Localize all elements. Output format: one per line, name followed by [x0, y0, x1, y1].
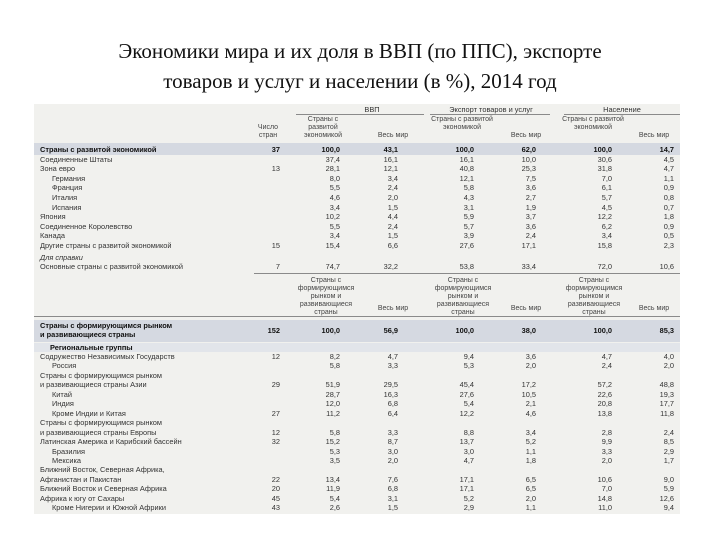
cell-gdp-world: 3,0: [387, 446, 398, 456]
cell-pop-world: 85,3: [659, 326, 674, 335]
group-header-population: Население: [603, 105, 641, 114]
cell-pop-world: 4,0: [663, 352, 674, 361]
cell-pop-world: 11,8: [660, 408, 674, 418]
cell-pop-world: 12,6: [659, 493, 674, 503]
table-row: [34, 447, 680, 456]
table-row: [34, 174, 680, 183]
cell-pop-share: 11,0: [598, 503, 612, 513]
row-label: Страны с развитой экономикой: [40, 145, 157, 154]
cell-pop-world: 1,1: [663, 173, 674, 183]
table-row: [34, 380, 680, 389]
cell-gdp-share: 3,4: [329, 202, 340, 212]
cell-gdp-world: 32,2: [383, 262, 398, 271]
table-row: [34, 145, 680, 154]
cell-gdp-world: 4,7: [387, 352, 398, 361]
cell-exports-share: 100,0: [455, 326, 474, 335]
cell-exports-share: 3,9: [463, 231, 474, 241]
cell-exports-world: 17,1: [521, 241, 536, 250]
row-label: Мексика: [52, 455, 81, 465]
cell-exports-world: 3,4: [525, 427, 536, 437]
cell-pop-world: 9,4: [663, 503, 674, 513]
row-label: Зона евро: [40, 164, 76, 174]
cell-exports-share: 12,2: [459, 408, 474, 418]
cell-count: 13: [271, 164, 280, 174]
cell-exports-world: 4,6: [525, 408, 536, 418]
mid-header-top-rule: [254, 273, 680, 274]
cell-pop-world: 5,9: [663, 484, 674, 494]
table-scan: [34, 104, 680, 514]
table-row: [34, 409, 680, 418]
col-header-pop-share: Страны с развитой экономикой: [562, 116, 624, 131]
row-label: Индия: [52, 399, 74, 409]
cell-exports-world: 5,2: [525, 437, 536, 447]
mid-header-bottom-rule: [34, 316, 680, 317]
cell-exports-world: 6,5: [525, 474, 536, 484]
cell-exports-world: 3,7: [525, 212, 536, 222]
cell-exports-world: 10,0: [521, 154, 536, 164]
cell-exports-share: 5,7: [463, 221, 474, 231]
cell-gdp-world: 3,3: [387, 427, 398, 437]
cell-gdp-share: 37,4: [325, 154, 340, 164]
cell-gdp-world: 12,1: [383, 164, 398, 174]
cell-pop-share: 31,8: [597, 164, 612, 174]
cell-exports-share: 9,4: [463, 352, 474, 361]
cell-pop-world: 48,8: [659, 380, 674, 390]
cell-gdp-world: 1,5: [387, 503, 398, 513]
cell-gdp-share: 2,6: [329, 503, 340, 513]
cell-gdp-share: 5,5: [329, 183, 340, 193]
cell-pop-share: 3,3: [601, 446, 612, 456]
row-label: Ближний Восток, Северная Африка,: [40, 465, 165, 475]
table-row: [34, 203, 680, 212]
row-label: Италия: [52, 193, 78, 202]
cell-pop-world: 2,9: [663, 446, 674, 456]
cell-gdp-world: 6,6: [387, 241, 398, 250]
col-header-count: Число стран: [257, 124, 279, 139]
cell-pop-share: 10,6: [597, 474, 612, 484]
table-row: [34, 418, 680, 427]
cell-gdp-world: 3,3: [387, 361, 398, 371]
cell-exports-share: 12,1: [459, 173, 474, 183]
cell-pop-share: 6,2: [601, 221, 612, 231]
cell-exports-world: 1,8: [525, 455, 536, 465]
cell-exports-world: 6,5: [525, 484, 536, 494]
memo-label: Для справки: [40, 253, 83, 262]
cell-exports-share: 5,9: [463, 212, 474, 222]
cell-pop-world: 19,3: [659, 389, 674, 399]
cell-gdp-world: 3,4: [387, 173, 398, 183]
cell-gdp-world: 1,5: [387, 231, 398, 241]
cell-count: 12: [271, 427, 280, 437]
row-label: Латинская Америка и Карибский бассейн: [40, 437, 182, 447]
row-label: Германия: [52, 173, 86, 183]
mid-header-exports-share: Страны с формирующимся рынком и развивающиеся страны: [434, 277, 492, 316]
cell-gdp-share: 5,3: [329, 446, 340, 456]
table-row: [34, 155, 680, 164]
cell-pop-share: 5,7: [601, 193, 612, 202]
cell-count: 43: [271, 503, 280, 513]
table-row: [34, 352, 680, 361]
table-row: [34, 371, 680, 380]
row-label: Кроме Индии и Китая: [52, 408, 126, 418]
cell-exports-share: 27,6: [459, 389, 474, 399]
cell-gdp-world: 56,9: [383, 326, 398, 335]
cell-gdp-world: 6,8: [387, 399, 398, 409]
cell-exports-share: 17,1: [459, 484, 474, 494]
table-row: [34, 164, 680, 173]
cell-gdp-share: 28,7: [325, 389, 340, 399]
cell-pop-share: 15,8: [597, 241, 612, 250]
cell-count: 22: [271, 474, 280, 484]
cell-exports-share: 17,1: [459, 474, 474, 484]
cell-exports-share: 5,2: [463, 493, 474, 503]
cell-pop-share: 7,0: [601, 484, 612, 494]
table-row: [34, 465, 680, 474]
row-label: Канада: [40, 231, 66, 241]
cell-gdp-share: 3,5: [329, 455, 340, 465]
cell-gdp-share: 11,2: [326, 408, 340, 418]
cell-gdp-world: 4,4: [387, 212, 398, 222]
row-label: Другие страны с развитой экономикой: [40, 241, 172, 250]
cell-gdp-world: 16,3: [383, 389, 398, 399]
table-row: [34, 456, 680, 465]
cell-gdp-share: 74,7: [325, 262, 340, 271]
cell-exports-world: 33,4: [521, 262, 536, 271]
cell-gdp-share: 15,2: [325, 437, 340, 447]
row-label: Афганистан и Пакистан: [40, 474, 122, 484]
col-header-pop-world: Весь мир: [638, 132, 670, 139]
cell-gdp-world: 6,4: [387, 408, 398, 418]
cell-exports-share: 4,3: [463, 193, 474, 202]
cell-exports-world: 2,0: [525, 361, 536, 371]
cell-pop-world: 0,5: [663, 231, 674, 241]
table-row: [34, 241, 680, 250]
mid-header-exports-world: Весь мир: [510, 305, 542, 312]
cell-gdp-world: 2,4: [387, 221, 398, 231]
cell-gdp-share: 5,8: [329, 361, 340, 371]
cell-gdp-share: 28,1: [325, 164, 340, 174]
cell-exports-share: 100,0: [455, 145, 474, 154]
cell-exports-world: 10,5: [521, 389, 536, 399]
cell-gdp-share: 5,5: [329, 221, 340, 231]
group-header-gdp: ВВП: [364, 105, 380, 114]
cell-gdp-world: 2,0: [387, 455, 398, 465]
cell-gdp-world: 8,7: [387, 437, 398, 447]
cell-exports-share: 45,4: [459, 380, 474, 390]
cell-pop-share: 3,4: [601, 231, 612, 241]
row-label: и развивающиеся страны Европы: [40, 427, 157, 437]
slide-title-line-2: товаров и услуг и населении (в %), 2014 год: [163, 69, 557, 93]
cell-pop-share: 4,5: [601, 202, 612, 212]
table-row: [34, 503, 680, 512]
col-header-exports-world: Весь мир: [510, 132, 542, 139]
cell-gdp-world: 3,1: [387, 493, 398, 503]
row-label: Кроме Нигерии и Южной Африки: [52, 503, 166, 513]
slide-title: [0, 36, 720, 96]
cell-exports-world: 2,7: [525, 193, 536, 202]
cell-pop-share: 20,8: [597, 399, 612, 409]
table-row: [34, 262, 680, 271]
cell-gdp-world: 43,1: [383, 145, 398, 154]
group-header-exports: Экспорт товаров и услуг: [449, 105, 533, 114]
mid-header-pop-world: Весь мир: [638, 305, 670, 312]
cell-exports-share: 40,8: [459, 164, 474, 174]
row-label: Россия: [52, 361, 77, 371]
cell-pop-share: 4,7: [601, 352, 612, 361]
cell-count: 15: [271, 241, 280, 250]
cell-gdp-world: 1,5: [387, 202, 398, 212]
row-label: Испания: [52, 202, 82, 212]
cell-exports-world: 3,6: [525, 221, 536, 231]
gdp-header-rule: [296, 114, 424, 115]
cell-gdp-world: 16,1: [383, 154, 398, 164]
cell-pop-share: 13,8: [597, 408, 612, 418]
cell-pop-share: 100,0: [593, 145, 612, 154]
cell-exports-share: 5,3: [463, 361, 474, 371]
table-row: [34, 484, 680, 493]
cell-exports-share: 5,4: [463, 399, 474, 409]
mid-header-gdp-share: Страны с формирующимся рынком и развивающиеся страны: [297, 277, 355, 316]
table-row: [34, 437, 680, 446]
cell-exports-world: 38,0: [521, 326, 536, 335]
cell-count: 32: [271, 437, 280, 447]
row-label: Япония: [40, 212, 66, 222]
cell-exports-world: 3,6: [525, 183, 536, 193]
cell-count: 12: [271, 352, 280, 361]
mid-header-pop-share: Страны с формирующимся рынком и развивающиеся страны: [565, 277, 623, 316]
row-label: Бразилия: [52, 446, 85, 456]
cell-gdp-share: 5,4: [329, 493, 340, 503]
cell-exports-world: 2,0: [525, 493, 536, 503]
cell-pop-share: 57,2: [597, 380, 612, 390]
cell-gdp-share: 11,9: [326, 484, 340, 494]
cell-exports-share: 16,1: [459, 154, 474, 164]
cell-count: 152: [267, 326, 280, 335]
cell-gdp-share: 100,0: [321, 326, 340, 335]
col-header-gdp-world: Весь мир: [377, 132, 409, 139]
cell-gdp-share: 5,8: [329, 427, 340, 437]
cell-pop-world: 9,0: [663, 474, 674, 484]
cell-gdp-share: 51,9: [325, 380, 340, 390]
cell-pop-world: 10,6: [659, 262, 674, 271]
cell-exports-share: 2,9: [463, 503, 474, 513]
col-header-gdp-share: Страны с развитой экономикой: [303, 116, 343, 139]
cell-pop-share: 9,9: [601, 437, 612, 447]
cell-exports-world: 1,1: [525, 503, 536, 513]
cell-pop-world: 0,7: [663, 202, 674, 212]
cell-gdp-world: 29,5: [383, 380, 398, 390]
table-row: [34, 399, 680, 408]
table-row: [34, 390, 680, 399]
cell-exports-world: 25,3: [521, 164, 536, 174]
cell-exports-world: 3,6: [525, 352, 536, 361]
cell-pop-world: 1,8: [663, 212, 674, 222]
cell-exports-share: 4,7: [463, 455, 474, 465]
cell-pop-share: 2,0: [601, 455, 612, 465]
cell-pop-share: 6,1: [601, 183, 612, 193]
cell-gdp-world: 6,8: [387, 484, 398, 494]
cell-pop-world: 2,0: [663, 361, 674, 371]
table-row: [34, 231, 680, 240]
cell-pop-world: 2,4: [663, 427, 674, 437]
cell-pop-share: 14,8: [597, 493, 612, 503]
table-row: [34, 183, 680, 192]
col-header-exports-share: Страны с развитой экономикой: [431, 116, 493, 131]
cell-pop-share: 72,0: [597, 262, 612, 271]
cell-pop-share: 2,4: [601, 361, 612, 371]
table-row: [34, 361, 680, 370]
table-row: [34, 428, 680, 437]
cell-gdp-world: 2,4: [387, 183, 398, 193]
cell-exports-world: 2,1: [525, 399, 536, 409]
cell-exports-share: 8,8: [463, 427, 474, 437]
cell-gdp-share: 8,2: [329, 352, 340, 361]
cell-pop-share: 2,8: [601, 427, 612, 437]
cell-exports-world: 7,5: [525, 173, 536, 183]
cell-pop-world: 0,8: [663, 193, 674, 202]
cell-exports-share: 3,0: [463, 446, 474, 456]
cell-pop-world: 0,9: [663, 183, 674, 193]
cell-exports-share: 53,8: [459, 262, 474, 271]
cell-exports-share: 5,8: [463, 183, 474, 193]
population-header-rule: [564, 114, 680, 115]
cell-exports-share: 27,6: [459, 241, 474, 250]
cell-count: 20: [271, 484, 280, 494]
row-label: Содружество Независимых Государств: [40, 352, 175, 361]
cell-gdp-world: 2,0: [387, 193, 398, 202]
table-row: [34, 326, 680, 335]
cell-gdp-share: 8,0: [329, 173, 340, 183]
cell-pop-share: 30,6: [597, 154, 612, 164]
cell-count: 45: [271, 493, 280, 503]
regional-label: Региональные группы: [50, 343, 133, 352]
cell-pop-share: 22,6: [597, 389, 612, 399]
cell-gdp-share: 13,4: [325, 474, 340, 484]
mid-header-gdp-world: Весь мир: [377, 305, 409, 312]
row-label: и развивающиеся страны Азии: [40, 380, 147, 390]
cell-exports-world: 62,0: [521, 145, 536, 154]
cell-count: 29: [271, 380, 280, 390]
table-row: [34, 212, 680, 221]
table-row: [34, 222, 680, 231]
cell-exports-world: 1,1: [525, 446, 536, 456]
cell-pop-world: 0,9: [663, 221, 674, 231]
cell-pop-world: 4,7: [663, 164, 674, 174]
cell-gdp-share: 3,4: [329, 231, 340, 241]
table-row: [34, 193, 680, 202]
row-label: Соединенные Штаты: [40, 154, 113, 164]
cell-pop-world: 8,5: [663, 437, 674, 447]
cell-gdp-share: 10,2: [325, 212, 340, 222]
row-label: Страны с формирующимся рынком: [40, 370, 162, 380]
cell-exports-world: 17,2: [521, 380, 536, 390]
row-label: Ближний Восток и Северная Африка: [40, 484, 167, 494]
exports-header-rule: [430, 114, 550, 115]
cell-gdp-share: 12,0: [325, 399, 340, 409]
row-label: Африка к югу от Сахары: [40, 493, 125, 503]
row-label: Франция: [52, 183, 83, 193]
cell-gdp-share: 4,6: [329, 193, 340, 202]
cell-gdp-share: 100,0: [321, 145, 340, 154]
cell-pop-world: 17,7: [659, 399, 674, 409]
table-row: [34, 494, 680, 503]
row-label: Страны с формирующимся рынком: [40, 418, 162, 428]
emerging-total-label-2: и развивающиеся страны: [40, 330, 136, 339]
cell-count: 37: [271, 145, 280, 154]
cell-pop-world: 2,3: [663, 241, 674, 250]
row-label: Китай: [52, 389, 72, 399]
cell-exports-world: 2,4: [525, 231, 536, 241]
cell-exports-share: 3,1: [463, 202, 474, 212]
cell-pop-share: 7,0: [601, 173, 612, 183]
cell-count: 7: [275, 262, 280, 271]
cell-gdp-share: 15,4: [325, 241, 340, 250]
cell-pop-world: 4,5: [663, 154, 674, 164]
cell-pop-world: 14,7: [659, 145, 674, 154]
slide-title-line-1: Экономики мира и их доля в ВВП (по ППС), экспорте: [118, 39, 602, 63]
cell-pop-world: 1,7: [663, 455, 674, 465]
row-label: Основные страны с развитой экономикой: [40, 262, 183, 271]
table-row: [34, 475, 680, 484]
cell-count: 27: [271, 408, 280, 418]
cell-exports-share: 13,7: [459, 437, 474, 447]
row-label: Соединенное Королевство: [40, 221, 133, 231]
cell-pop-share: 12,2: [597, 212, 612, 222]
cell-gdp-world: 7,6: [387, 474, 398, 484]
cell-pop-share: 100,0: [593, 326, 612, 335]
cell-exports-world: 1,9: [525, 202, 536, 212]
emerging-total-label-1: Страны с формирующимся рынком: [40, 321, 173, 330]
